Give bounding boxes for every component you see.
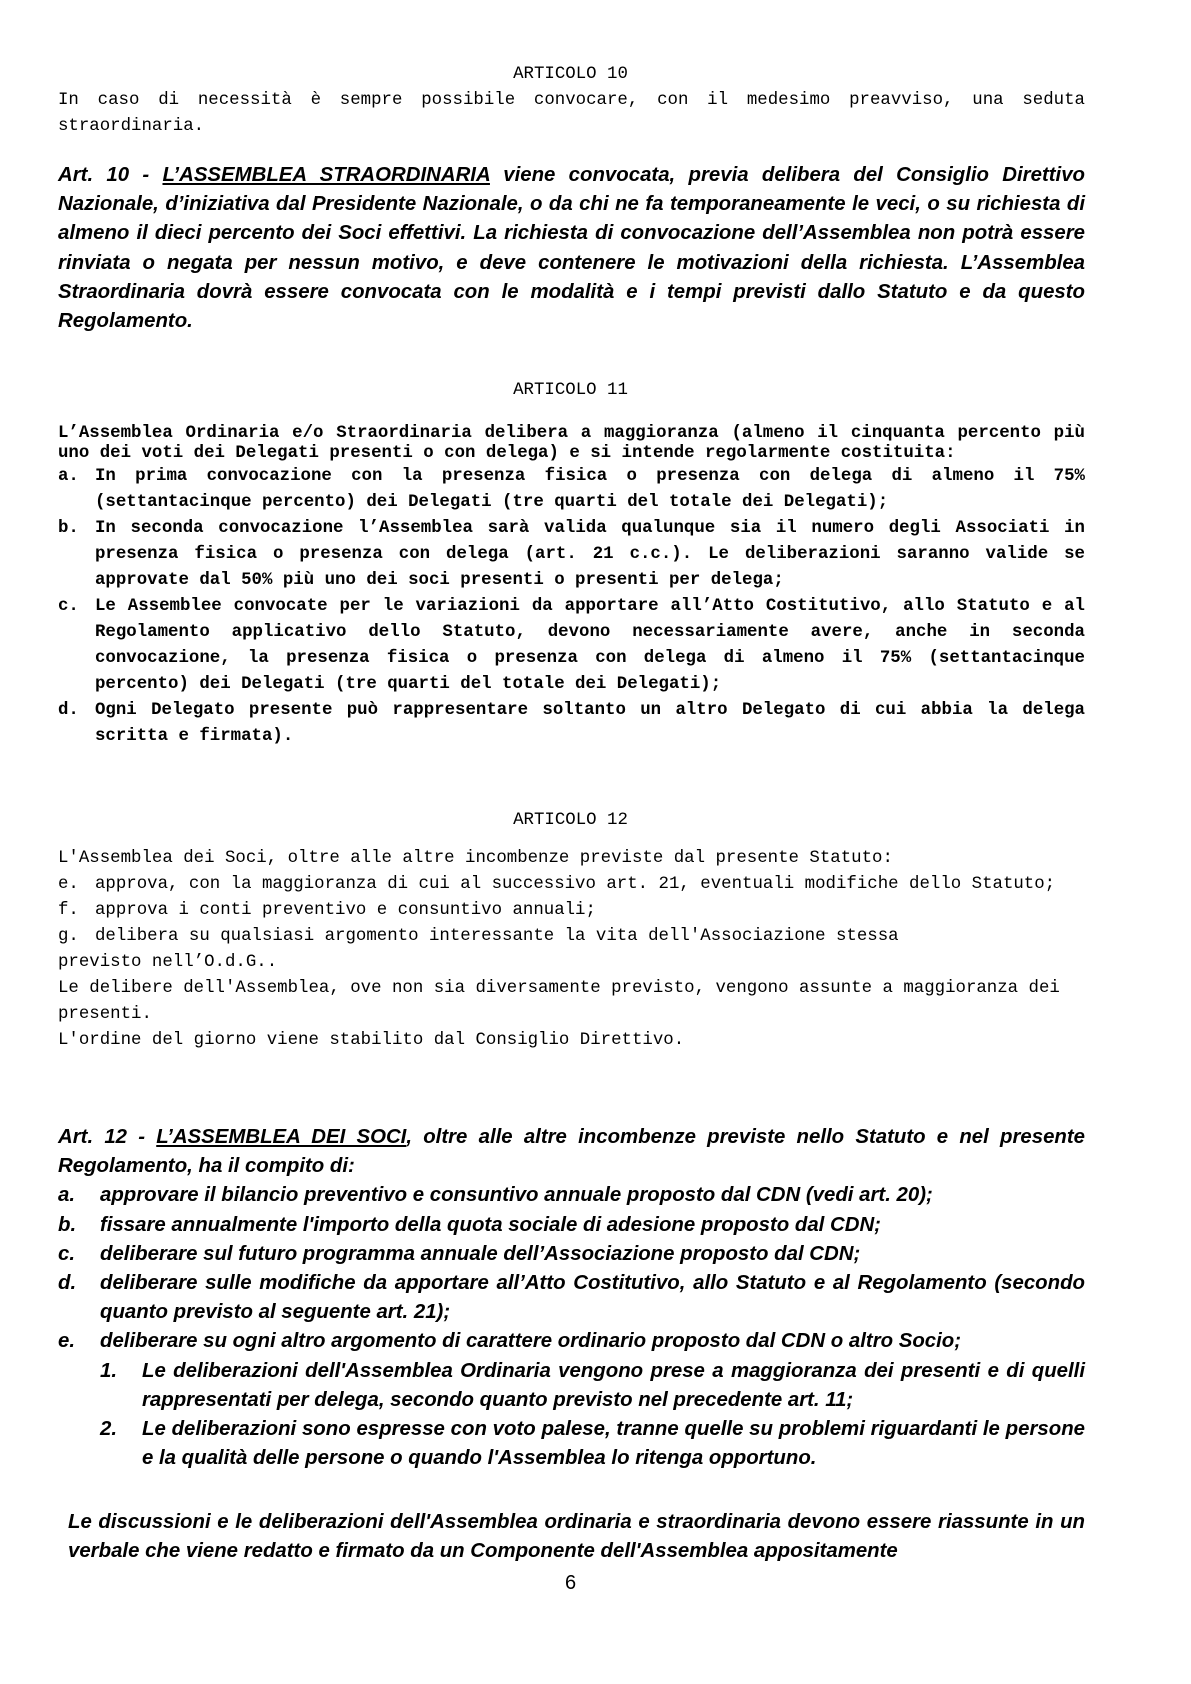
list-item: [100, 1357, 1085, 1415]
article-11-list: [58, 464, 1085, 750]
list-item: [58, 872, 1085, 898]
regulation-art-10-prefix: Art. 10 -: [58, 164, 163, 186]
article-12-closing-2: L'ordine del giorno viene stabilito dal Consiglio Direttivo.: [58, 1031, 685, 1050]
list-text: approva i conti preventivo e consuntivo annuali;: [95, 901, 596, 920]
list-text: deliberare su ogni altro argomento di carattere ordinario proposto dal CDN o altro Socio;: [100, 1330, 962, 1353]
list-item: [58, 1240, 1085, 1269]
article-11-intro: L’Assemblea Ordinaria e/o Straordinaria delibera a maggioranza (almeno il cinquanta percento più uno dei voti dei Delegati presenti o con delega) e si intende regolarmente costituita:: [58, 424, 1085, 463]
list-text: Le Assemblee convocate per le variazioni da apportare all’Atto Costitutivo, allo Statuto e al Regolamento applicativo dello Statuto, devono necessariamente avere, anche in seconda convocazione, la presenza fisica o presenza con delega di almeno il 75% (settantacinque percento) dei Delegati (tre quarti del totale dei Delegati);: [95, 597, 1085, 694]
list-text: Ogni Delegato presente può rappresentare soltanto un altro Delegato di cui abbia la delega scritta e firmata).: [95, 701, 1085, 746]
regulation-art-12-title: L’ASSEMBLEA DEI SOCI: [156, 1126, 407, 1148]
article-12-body: [58, 846, 1085, 1054]
article-12-list: [58, 872, 1085, 924]
list-text: deliberare sulle modifiche da apportare all’Atto Costitutivo, allo Statuto e al Regolamento (secondo quanto previsto al seguente art. 21);: [100, 1272, 1085, 1324]
article-11-body: [58, 424, 1085, 750]
list-item: [58, 1327, 1085, 1356]
list-marker: e.: [58, 875, 79, 894]
list-marker: d.: [58, 701, 79, 720]
regulation-art-12-sublist: [100, 1357, 1085, 1474]
list-item: [58, 1269, 1085, 1327]
list-item: [100, 1415, 1085, 1473]
article-12-heading: ARTICOLO 12: [513, 811, 628, 830]
list-item: [58, 516, 1085, 594]
list-text: Le deliberazioni dell'Assemblea Ordinaria vengono prese a maggioranza dei presenti e di quelli rappresentati per delega, secondo quanto previsto nel precedente art. 11;: [142, 1359, 1085, 1411]
list-text: deliberare sul futuro programma annuale dell’Associazione proposto dal CDN;: [100, 1242, 861, 1265]
regulation-art-10-body: viene convocata, previa delibera del Consiglio Direttivo Nazionale, d’iniziativa dal Presidente Nazionale, o da chi ne fa temporaneamente le veci, o su richiesta di almeno il dieci percento dei Soci effettivi. La richiesta di convocazione dell’Assemblea non potrà essere rinviata o negata per nessun motivo, e deve contenere le motivazioni della richiesta. L’Assemblea Straordinaria dovrà essere convocata con le modalità e i tempi previsti dallo Statuto e da questo Regolamento.: [58, 164, 1086, 333]
list-item: [58, 698, 1085, 750]
article-12-closing-1: Le delibere dell'Assemblea, ove non sia diversamente previsto, vengono assunte a maggioranza dei presenti.: [58, 979, 1060, 1024]
article-10-text: In caso di necessità è sempre possibile convocare, con il medesimo preavviso, una seduta straordinaria.: [58, 91, 1085, 136]
list-marker: 2.: [100, 1418, 118, 1441]
list-item: [58, 594, 1085, 698]
page-number: 6: [564, 1572, 577, 1594]
list-item: [58, 464, 1085, 516]
list-marker: a.: [58, 467, 79, 486]
list-item: [58, 898, 1085, 924]
list-text: delibera su qualsiasi argomento interessante la vita dell'Associazione stessa: [95, 927, 899, 946]
list-text: In seconda convocazione l’Assemblea sarà valida qualunque sia il numero degli Associati in presenza fisica o presenza con delega (art. 21 c.c.). Le deliberazioni saranno valide se approvate dal 50% più uno dei soci presenti o presenti per delega;: [95, 519, 1085, 590]
regulation-art-10-title: L’ASSEMBLEA STRAORDINARIA: [162, 164, 490, 186]
list-marker: b.: [58, 1213, 77, 1236]
regulation-art-10: [58, 161, 1085, 336]
list-marker: f.: [58, 901, 79, 920]
article-11-heading: ARTICOLO 11: [513, 381, 628, 400]
regulation-art-12: [58, 1123, 1085, 1473]
regulation-art-12-list: [58, 1181, 1085, 1356]
list-marker: g.: [58, 927, 79, 946]
list-marker: c.: [58, 1242, 76, 1265]
list-item: [58, 924, 1085, 950]
list-text: fissare annualmente l'importo della quota sociale di adesione proposto dal CDN;: [100, 1213, 881, 1236]
article-12-intro: L'Assemblea dei Soci, oltre alle altre incombenze previste dal presente Statuto:: [58, 849, 893, 868]
list-text: approva, con la maggioranza di cui al successivo art. 21, eventuali modifiche dello Statuto;: [95, 875, 1056, 894]
list-item: [58, 1181, 1085, 1210]
list-marker: 1.: [100, 1359, 118, 1382]
list-text: Le deliberazioni sono espresse con voto palese, tranne quelle su problemi riguardanti le persone e la qualità delle persone o quando l'Assemblea lo ritenga opportuno.: [142, 1418, 1085, 1470]
regulation-art-12-prefix: Art. 12 -: [58, 1126, 157, 1148]
list-marker: e.: [58, 1330, 76, 1353]
regulation-final-paragraph: Le discussioni e le deliberazioni dell'Assemblea ordinaria e straordinaria devono essere riassunte in un verbale che viene redatto e firmato da un Componente dell'Assemblea appositamente: [68, 1511, 1085, 1563]
list-text: approvare il bilancio preventivo e consuntivo annuale proposto dal CDN (vedi art. 20);: [100, 1184, 933, 1207]
list-marker: a.: [58, 1184, 76, 1207]
article-10-heading: ARTICOLO 10: [513, 65, 628, 84]
list-marker: d.: [58, 1272, 77, 1295]
regulation-art-12-body: , oltre alle altre incombenze previste nello Statuto e nel presente Regolamento, ha il compito di:: [58, 1126, 1085, 1178]
regulation-art-12-intro: [58, 1123, 1085, 1181]
list-marker: c.: [58, 597, 79, 616]
article-12-item-g-continuation: previsto nell’O.d.G..: [58, 953, 278, 972]
list-item: [58, 1211, 1085, 1240]
list-marker: b.: [58, 519, 79, 538]
list-text: In prima convocazione con la presenza fisica o presenza con delega di almeno il 75% (settantacinque percento) dei Delegati (tre quarti del totale dei Delegati);: [95, 467, 1085, 512]
